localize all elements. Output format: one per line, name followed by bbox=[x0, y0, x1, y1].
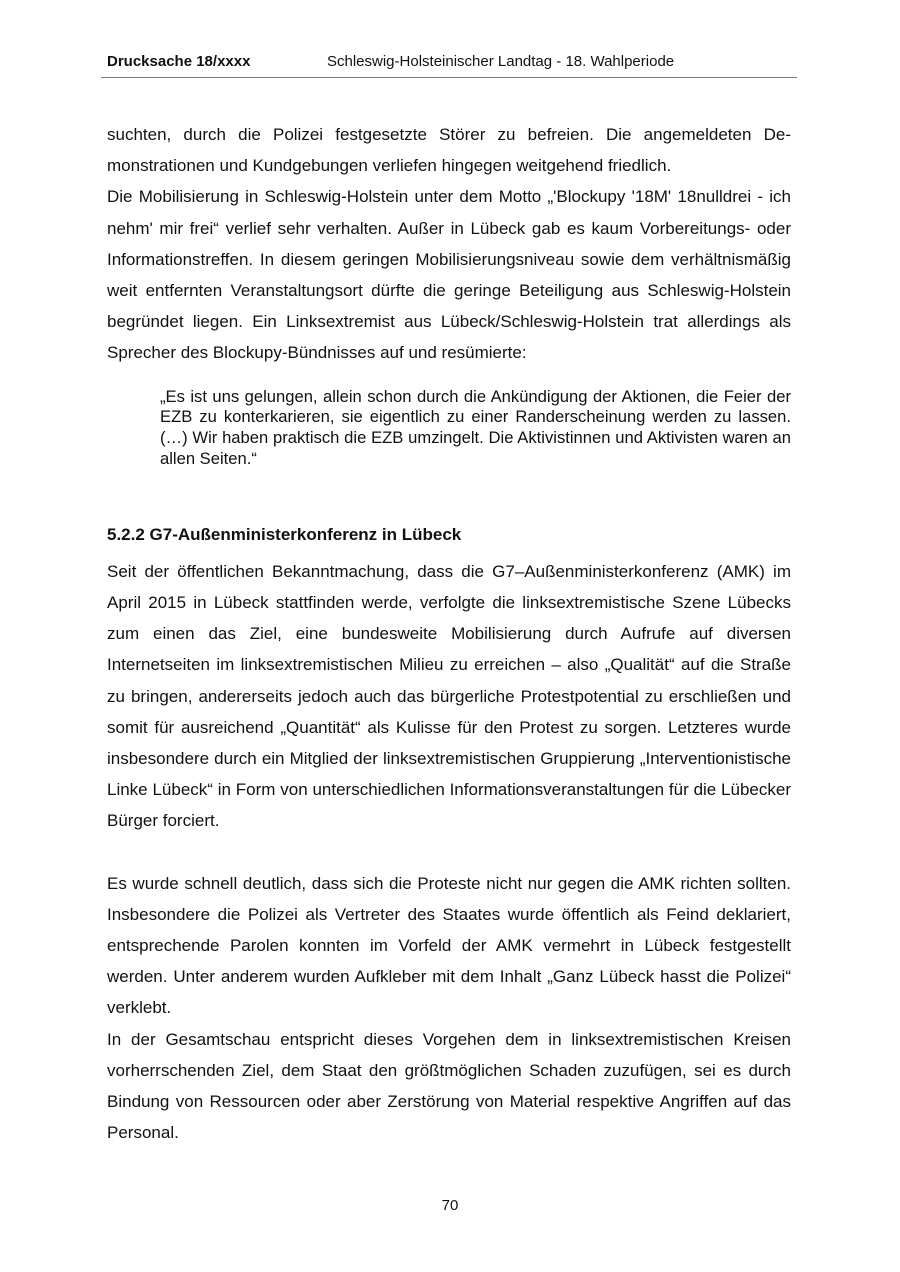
paragraph-2: Die Mobilisierung in Schleswig-Holstein unter dem Motto „'Blockupy '18M' 18nulldrei - ich nehm' mir frei“ verlief sehr verhalten. Außer in Lübeck gab es kaum Vorbereitungs- oder Informationstreffen. In diesem geringen Mobilisierungsniveau sowie dem verhältnismäßig weit entfernten Veranstaltungsort dürfte die geringe Beteiligung aus Schleswig-Holstein begründet liegen. Ein Linksextremist aus Lübeck/Schleswig-Holstein trat allerdings als Sprecher des Blockupy-Bündnisses auf und resümierte: bbox=[107, 187, 791, 363]
page-number: 70 bbox=[441, 1197, 459, 1214]
section-heading: 5.2.2 G7-Außenministerkonferenz in Lübeck bbox=[107, 524, 462, 544]
paragraph-3: Seit der öffentlichen Bekanntmachung, dass die G7–Außenministerkonferenz (AMK) im April 2015 in Lübeck stattfinden werde, verfolgte die linksextremistische Szene Lübecks zum einen das Ziel, eine bundesweite Mobilisierung durch Aufrufe auf diversen Internetseiten im linksextremistischen Milieu zu erreichen – also „Qualität“ auf die Straße zu bringen, andererseits jedoch auch das bürgerliche Protestpotential zu erschließen und somit für ausreichend „Quantität“ als Kulisse für den Protest zu sorgen. Letzteres wurde insbesondere durch ein Mitglied der linksextremistischen Gruppierung „Interventionistische Linke Lübeck“ in Form von unterschiedlichen Informationsveranstaltungen für die Lübecker Bürger forciert. bbox=[107, 561, 791, 831]
page-header bbox=[101, 50, 797, 78]
document-number: Drucksache 18/xxxx bbox=[107, 53, 251, 70]
paragraph-1: suchten, durch die Polizei festgesetzte Störer zu befreien. Die angemeldeten Demonstrationen und Kundgebungen verliefen hingegen weitgehend friedlich. bbox=[107, 125, 791, 176]
document-body bbox=[107, 119, 791, 1148]
header-title: Schleswig-Holsteinischer Landtag - 18. Wahlperiode bbox=[327, 53, 675, 70]
paragraph-5: In der Gesamtschau entspricht dieses Vorgehen dem in linksextremistischen Kreisen vorherrschenden Ziel, dem Staat den größtmöglichen Schaden zuzufügen, sei es durch Bindung von Ressourcen oder aber Zerstörung von Material respektive Angriffen auf das Personal. bbox=[107, 1029, 791, 1143]
block-quote: „Es ist uns gelungen, allein schon durch die Ankündigung der Aktionen, die Feier der EZB zu konterkarieren, sie eigentlich zu einer Randerscheinung werden zu lassen. (…) Wir haben praktisch die EZB umzingelt. Die Aktivistinnen und Aktivisten waren an allen Seiten.“ bbox=[160, 386, 791, 469]
paragraph-4: Es wurde schnell deutlich, dass sich die Proteste nicht nur gegen die AMK richten sollten. Insbesondere die Polizei als Vertreter des Staates wurde öffentlich als Feind deklariert, entsprechende Parolen konnten im Vorfeld der AMK vermehrt in Lübeck festgestellt werden. Unter anderem wurden Aufkleber mit dem Inhalt „Ganz Lübeck hasst die Polizei“ verklebt. bbox=[107, 873, 791, 1018]
